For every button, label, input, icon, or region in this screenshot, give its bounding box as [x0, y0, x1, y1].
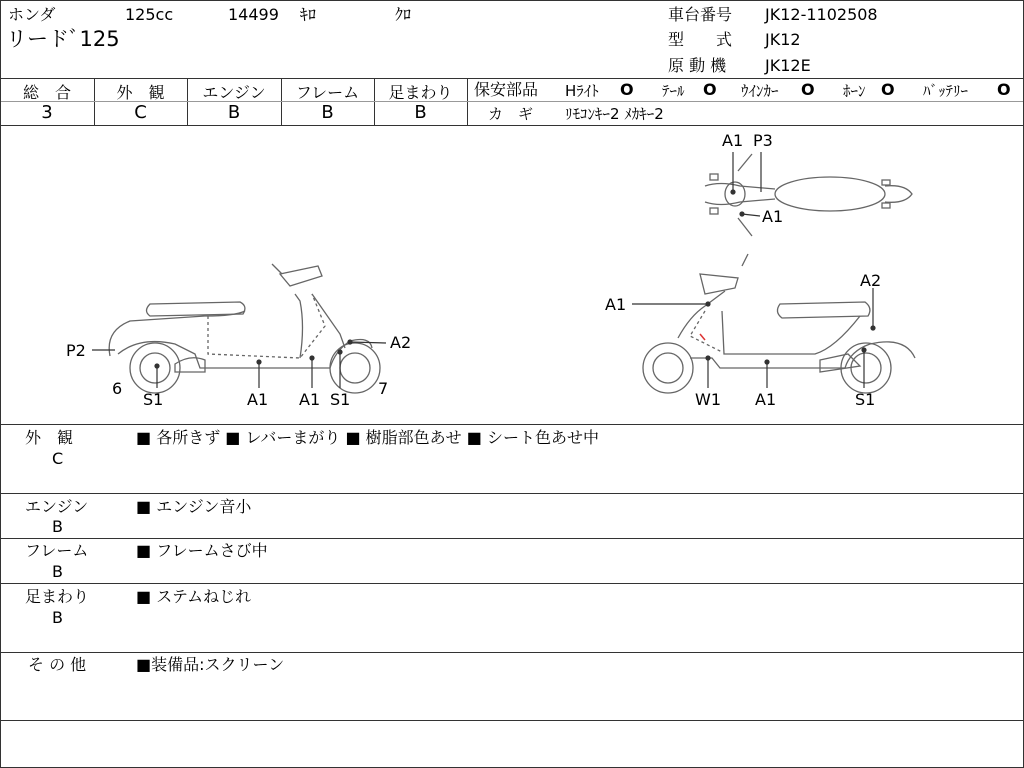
remark-text: ■ ステムねじれ — [136, 587, 252, 606]
grade-engine-label: エンジン — [202, 83, 266, 102]
safety-headlight: Hﾗｲﾄ — [565, 82, 599, 100]
grade-frame-value: B — [321, 102, 334, 123]
safety-taillight-mark: O — [703, 80, 717, 99]
key-label: カ ギ — [488, 105, 534, 123]
remark-category: 外 観 — [25, 428, 74, 447]
remark-grade: C — [52, 449, 64, 468]
grade-suspension-value: B — [414, 102, 427, 123]
safety-taillight: ﾃｰﾙ — [662, 82, 685, 100]
grade-engine-value: B — [227, 102, 241, 123]
grade-overall-label: 総 合 — [22, 83, 71, 102]
safety-winker: ｳｲﾝｶｰ — [741, 82, 779, 100]
grade-exterior-label: 外 観 — [116, 83, 165, 102]
color: ｸﾛ — [395, 5, 412, 24]
remark-category: そ の 他 — [28, 655, 87, 674]
engine-value: JK12E — [765, 56, 811, 75]
diagram-label: A1 — [722, 131, 744, 150]
diagram-label: A2 — [390, 333, 412, 352]
remark-text: ■ 各所きず ■ レバーまがり ■ 樹脂部色あせ ■ シート色あせ中 — [136, 428, 599, 447]
diagram-label: W1 — [695, 390, 721, 409]
type-label: 型 式 — [668, 30, 733, 49]
remark-text: ■ フレームさび中 — [136, 541, 268, 560]
diagram-label: 7 — [378, 379, 389, 398]
remark-category: 足まわり — [25, 587, 90, 606]
diagram-label: A1 — [247, 390, 269, 409]
diagram-label: A1 — [299, 390, 321, 409]
remark-text: ■装備品:スクリーン — [136, 655, 285, 674]
diagram-label: P2 — [66, 341, 86, 360]
safety-winker-mark: O — [801, 80, 815, 99]
remark-category: エンジン — [25, 497, 89, 516]
grade-frame-label: フレーム — [295, 83, 360, 102]
maker: ホンダ — [8, 5, 56, 24]
grade-suspension-label: 足まわり — [388, 83, 453, 102]
safety-battery-mark: O — [997, 80, 1011, 99]
remark-grade: B — [52, 562, 63, 581]
diagram-label: S1 — [855, 390, 876, 409]
mileage: 14499 — [228, 5, 279, 24]
model-name: リードﾞ125 — [6, 27, 120, 51]
safety-horn: ﾎｰﾝ — [843, 82, 866, 100]
remark-category: フレーム — [25, 541, 89, 560]
displacement: 125cc — [125, 5, 174, 24]
safety-horn-mark: O — [881, 80, 895, 99]
safety-headlight-mark: O — [620, 80, 634, 99]
remark-grade: B — [52, 608, 63, 627]
diagram-label: A2 — [860, 271, 882, 290]
key-value: ﾘﾓｺﾝｷｰ2 ﾒｶｷｰ2 — [565, 105, 664, 123]
remark-text: ■ エンジン音小 — [136, 497, 252, 516]
type-value: JK12 — [765, 30, 801, 49]
diagram-label: A1 — [605, 295, 627, 314]
remark-grade: B — [52, 517, 63, 536]
diagram-label: A1 — [755, 390, 777, 409]
diagram-label: S1 — [143, 390, 164, 409]
frame-no: JK12-1102508 — [765, 5, 878, 24]
diagram-label: S1 — [330, 390, 351, 409]
diagram-label: 6 — [112, 379, 123, 398]
mileage-unit: ｷﾛ — [300, 5, 317, 24]
grade-exterior-value: C — [134, 102, 147, 123]
diagram-label: P3 — [753, 131, 773, 150]
safety-label: 保安部品 — [474, 80, 539, 99]
diagram-label: A1 — [762, 207, 784, 226]
frame-no-label: 車台番号 — [668, 5, 733, 24]
engine-label: 原 動 機 — [668, 56, 727, 75]
grade-overall-value: 3 — [41, 102, 53, 123]
safety-battery: ﾊﾞｯﾃﾘｰ — [923, 82, 969, 100]
